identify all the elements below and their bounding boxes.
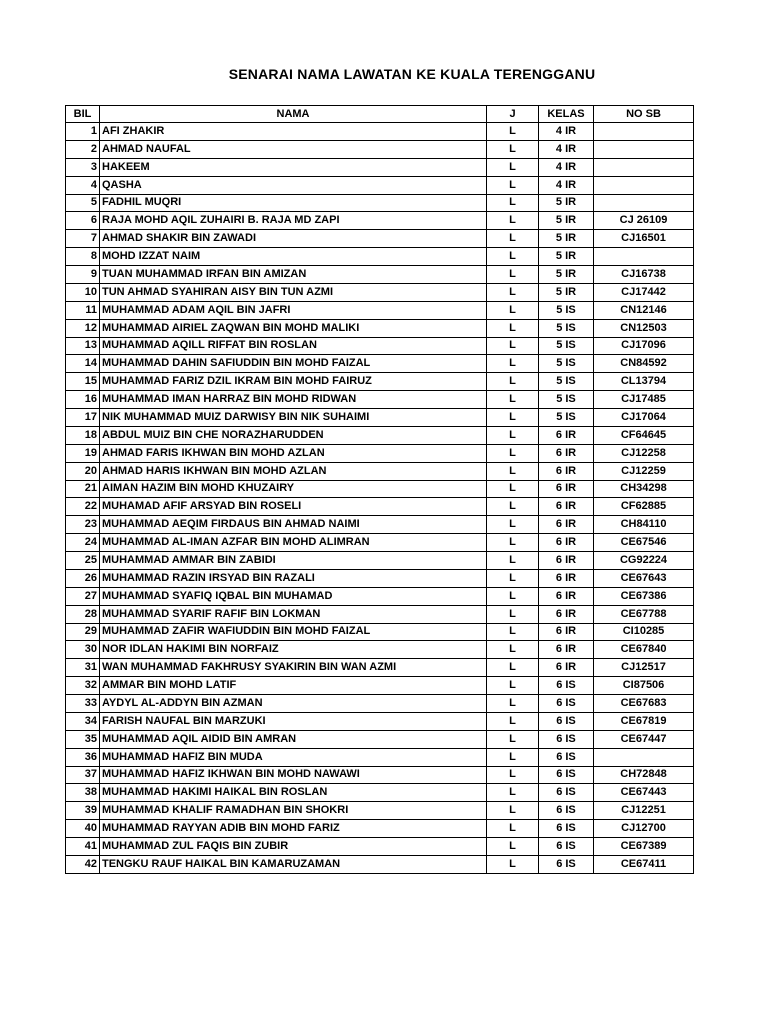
row-bil: 12 bbox=[66, 319, 100, 337]
row-bil: 32 bbox=[66, 677, 100, 695]
row-no-sb: CJ17485 bbox=[594, 391, 694, 409]
row-kelas: 5 IS bbox=[539, 319, 594, 337]
table-row bbox=[66, 677, 694, 695]
row-bil: 34 bbox=[66, 712, 100, 730]
row-bil: 41 bbox=[66, 838, 100, 856]
row-kelas: 5 IS bbox=[539, 355, 594, 373]
row-kelas: 5 IR bbox=[539, 212, 594, 230]
row-j: L bbox=[487, 230, 539, 248]
table-row bbox=[66, 712, 694, 730]
row-bil: 33 bbox=[66, 695, 100, 713]
row-kelas: 5 IR bbox=[539, 194, 594, 212]
row-no-sb: CI87506 bbox=[594, 677, 694, 695]
row-j: L bbox=[487, 802, 539, 820]
row-no-sb bbox=[594, 176, 694, 194]
row-kelas: 6 IR bbox=[539, 516, 594, 534]
row-nama: MUHAMMAD IMAN HARRAZ BIN MOHD RIDWAN bbox=[100, 391, 487, 409]
table-row bbox=[66, 838, 694, 856]
row-no-sb bbox=[594, 194, 694, 212]
row-j: L bbox=[487, 480, 539, 498]
row-no-sb: CH84110 bbox=[594, 516, 694, 534]
row-nama: MUHAMMAD SYAFIQ IQBAL BIN MUHAMAD bbox=[100, 587, 487, 605]
header-nama: NAMA bbox=[100, 106, 487, 123]
table-row bbox=[66, 230, 694, 248]
table-row bbox=[66, 748, 694, 766]
row-kelas: 5 IS bbox=[539, 301, 594, 319]
row-nama: AYDYL AL-ADDYN BIN AZMAN bbox=[100, 695, 487, 713]
row-bil: 16 bbox=[66, 391, 100, 409]
row-no-sb: CE67819 bbox=[594, 712, 694, 730]
row-no-sb: CH34298 bbox=[594, 480, 694, 498]
row-nama: RAJA MOHD AQIL ZUHAIRI B. RAJA MD ZAPI bbox=[100, 212, 487, 230]
row-bil: 23 bbox=[66, 516, 100, 534]
row-j: L bbox=[487, 355, 539, 373]
row-nama: MUHAMMAD ZUL FAQIS BIN ZUBIR bbox=[100, 838, 487, 856]
table-row bbox=[66, 587, 694, 605]
table-row bbox=[66, 337, 694, 355]
row-kelas: 4 IR bbox=[539, 123, 594, 141]
row-no-sb: CF64645 bbox=[594, 426, 694, 444]
table-body bbox=[66, 123, 694, 874]
row-j: L bbox=[487, 444, 539, 462]
row-kelas: 6 IS bbox=[539, 820, 594, 838]
page-title: SENARAI NAMA LAWATAN KE KUALA TERENGGANU bbox=[228, 66, 596, 82]
row-no-sb: CJ16501 bbox=[594, 230, 694, 248]
row-nama: HAKEEM bbox=[100, 158, 487, 176]
row-nama: MUHAMMAD ZAFIR WAFIUDDIN BIN MOHD FAIZAL bbox=[100, 623, 487, 641]
row-no-sb: CE67389 bbox=[594, 838, 694, 856]
row-no-sb bbox=[594, 158, 694, 176]
row-nama: FARISH NAUFAL BIN MARZUKI bbox=[100, 712, 487, 730]
row-nama: WAN MUHAMMAD FAKHRUSY SYAKIRIN BIN WAN AZMI bbox=[100, 659, 487, 677]
row-kelas: 6 IR bbox=[539, 498, 594, 516]
row-j: L bbox=[487, 838, 539, 856]
row-j: L bbox=[487, 391, 539, 409]
table-row bbox=[66, 784, 694, 802]
row-nama: NOR IDLAN HAKIMI BIN NORFAIZ bbox=[100, 641, 487, 659]
table-row bbox=[66, 516, 694, 534]
row-no-sb: CJ12517 bbox=[594, 659, 694, 677]
table-row bbox=[66, 480, 694, 498]
row-no-sb: CJ12258 bbox=[594, 444, 694, 462]
row-j: L bbox=[487, 605, 539, 623]
row-bil: 35 bbox=[66, 730, 100, 748]
row-no-sb: CJ17442 bbox=[594, 283, 694, 301]
table-row bbox=[66, 552, 694, 570]
row-kelas: 6 IS bbox=[539, 677, 594, 695]
row-nama: MUHAMMAD AL-IMAN AZFAR BIN MOHD ALIMRAN bbox=[100, 534, 487, 552]
row-nama: MUHAMMAD RAZIN IRSYAD BIN RAZALI bbox=[100, 569, 487, 587]
row-j: L bbox=[487, 820, 539, 838]
row-j: L bbox=[487, 462, 539, 480]
row-no-sb: CJ17096 bbox=[594, 337, 694, 355]
row-bil: 11 bbox=[66, 301, 100, 319]
row-j: L bbox=[487, 855, 539, 873]
row-no-sb: CE67546 bbox=[594, 534, 694, 552]
row-no-sb: CE67447 bbox=[594, 730, 694, 748]
row-bil: 27 bbox=[66, 587, 100, 605]
row-bil: 31 bbox=[66, 659, 100, 677]
row-bil: 20 bbox=[66, 462, 100, 480]
row-j: L bbox=[487, 534, 539, 552]
row-nama: TUN AHMAD SYAHIRAN AISY BIN TUN AZMI bbox=[100, 283, 487, 301]
row-bil: 14 bbox=[66, 355, 100, 373]
row-kelas: 6 IS bbox=[539, 730, 594, 748]
row-nama: TUAN MUHAMMAD IRFAN BIN AMIZAN bbox=[100, 266, 487, 284]
row-no-sb: CJ12700 bbox=[594, 820, 694, 838]
table-row bbox=[66, 176, 694, 194]
row-nama: MUHAMMAD KHALIF RAMADHAN BIN SHOKRI bbox=[100, 802, 487, 820]
row-nama: MUHAMMAD HAFIZ BIN MUDA bbox=[100, 748, 487, 766]
row-bil: 39 bbox=[66, 802, 100, 820]
row-kelas: 6 IS bbox=[539, 784, 594, 802]
table-row bbox=[66, 194, 694, 212]
row-kelas: 4 IR bbox=[539, 140, 594, 158]
row-no-sb: CG92224 bbox=[594, 552, 694, 570]
row-bil: 25 bbox=[66, 552, 100, 570]
row-bil: 28 bbox=[66, 605, 100, 623]
table-row bbox=[66, 266, 694, 284]
table-row bbox=[66, 409, 694, 427]
row-nama: MUHAMMAD AMMAR BIN ZABIDI bbox=[100, 552, 487, 570]
row-no-sb: CN84592 bbox=[594, 355, 694, 373]
row-j: L bbox=[487, 748, 539, 766]
row-bil: 2 bbox=[66, 140, 100, 158]
row-bil: 36 bbox=[66, 748, 100, 766]
row-kelas: 6 IS bbox=[539, 802, 594, 820]
row-kelas: 6 IS bbox=[539, 766, 594, 784]
table-row bbox=[66, 695, 694, 713]
row-bil: 19 bbox=[66, 444, 100, 462]
row-no-sb: CE67683 bbox=[594, 695, 694, 713]
row-bil: 3 bbox=[66, 158, 100, 176]
row-bil: 26 bbox=[66, 569, 100, 587]
table-row bbox=[66, 319, 694, 337]
row-nama: MUHAMMAD SYARIF RAFIF BIN LOKMAN bbox=[100, 605, 487, 623]
row-j: L bbox=[487, 426, 539, 444]
header-kelas: KELAS bbox=[539, 106, 594, 123]
table-row bbox=[66, 534, 694, 552]
table-row bbox=[66, 802, 694, 820]
row-nama: FADHIL MUQRI bbox=[100, 194, 487, 212]
row-nama: MUHAMMAD AIRIEL ZAQWAN BIN MOHD MALIKI bbox=[100, 319, 487, 337]
row-nama: MUHAMMAD AEQIM FIRDAUS BIN AHMAD NAIMI bbox=[100, 516, 487, 534]
header-j: J bbox=[487, 106, 539, 123]
row-bil: 6 bbox=[66, 212, 100, 230]
table-header-row bbox=[66, 106, 694, 123]
row-bil: 9 bbox=[66, 266, 100, 284]
table-row bbox=[66, 140, 694, 158]
row-no-sb: CJ12251 bbox=[594, 802, 694, 820]
row-no-sb: CJ17064 bbox=[594, 409, 694, 427]
row-j: L bbox=[487, 212, 539, 230]
row-no-sb: CN12146 bbox=[594, 301, 694, 319]
row-bil: 29 bbox=[66, 623, 100, 641]
row-kelas: 6 IS bbox=[539, 838, 594, 856]
row-no-sb: CF62885 bbox=[594, 498, 694, 516]
row-no-sb: CE67840 bbox=[594, 641, 694, 659]
row-no-sb: CE67386 bbox=[594, 587, 694, 605]
row-kelas: 6 IR bbox=[539, 569, 594, 587]
row-j: L bbox=[487, 283, 539, 301]
row-nama: AHMAD SHAKIR BIN ZAWADI bbox=[100, 230, 487, 248]
row-no-sb: CE67443 bbox=[594, 784, 694, 802]
row-no-sb: CJ16738 bbox=[594, 266, 694, 284]
row-j: L bbox=[487, 641, 539, 659]
row-no-sb bbox=[594, 748, 694, 766]
table-row bbox=[66, 462, 694, 480]
row-kelas: 6 IR bbox=[539, 641, 594, 659]
row-nama: MUHAMMAD AQILL RIFFAT BIN ROSLAN bbox=[100, 337, 487, 355]
row-nama: MUHAMMAD FARIZ DZIL IKRAM BIN MOHD FAIRUZ bbox=[100, 373, 487, 391]
row-kelas: 6 IR bbox=[539, 462, 594, 480]
row-nama: QASHA bbox=[100, 176, 487, 194]
row-bil: 1 bbox=[66, 123, 100, 141]
row-bil: 18 bbox=[66, 426, 100, 444]
table-row bbox=[66, 623, 694, 641]
row-j: L bbox=[487, 569, 539, 587]
row-j: L bbox=[487, 730, 539, 748]
row-bil: 24 bbox=[66, 534, 100, 552]
row-j: L bbox=[487, 766, 539, 784]
row-bil: 15 bbox=[66, 373, 100, 391]
table-row bbox=[66, 248, 694, 266]
table-row bbox=[66, 569, 694, 587]
row-j: L bbox=[487, 516, 539, 534]
row-kelas: 6 IR bbox=[539, 552, 594, 570]
row-bil: 21 bbox=[66, 480, 100, 498]
row-nama: AIMAN HAZIM BIN MOHD KHUZAIRY bbox=[100, 480, 487, 498]
row-bil: 17 bbox=[66, 409, 100, 427]
row-bil: 30 bbox=[66, 641, 100, 659]
row-nama: MUHAMAD AFIF ARSYAD BIN ROSELI bbox=[100, 498, 487, 516]
row-j: L bbox=[487, 623, 539, 641]
header-no-sb: NO SB bbox=[594, 106, 694, 123]
row-j: L bbox=[487, 337, 539, 355]
row-j: L bbox=[487, 784, 539, 802]
table-row bbox=[66, 730, 694, 748]
table-row bbox=[66, 444, 694, 462]
row-j: L bbox=[487, 409, 539, 427]
table-row bbox=[66, 641, 694, 659]
row-j: L bbox=[487, 301, 539, 319]
row-nama: MUHAMMAD HAFIZ IKHWAN BIN MOHD NAWAWI bbox=[100, 766, 487, 784]
row-j: L bbox=[487, 319, 539, 337]
row-j: L bbox=[487, 373, 539, 391]
row-no-sb: CE67643 bbox=[594, 569, 694, 587]
row-kelas: 5 IR bbox=[539, 266, 594, 284]
row-no-sb: CH72848 bbox=[594, 766, 694, 784]
row-no-sb bbox=[594, 140, 694, 158]
table-row bbox=[66, 498, 694, 516]
row-j: L bbox=[487, 266, 539, 284]
row-bil: 8 bbox=[66, 248, 100, 266]
table-row bbox=[66, 766, 694, 784]
table-row bbox=[66, 283, 694, 301]
header-bil: BIL bbox=[66, 106, 100, 123]
table-row bbox=[66, 212, 694, 230]
row-j: L bbox=[487, 158, 539, 176]
row-j: L bbox=[487, 587, 539, 605]
row-kelas: 6 IS bbox=[539, 695, 594, 713]
row-no-sb bbox=[594, 123, 694, 141]
row-no-sb: CE67411 bbox=[594, 855, 694, 873]
table-row bbox=[66, 158, 694, 176]
row-kelas: 6 IS bbox=[539, 855, 594, 873]
row-nama: MUHAMMAD AQIL AIDID BIN AMRAN bbox=[100, 730, 487, 748]
row-no-sb: CE67788 bbox=[594, 605, 694, 623]
row-nama: AHMAD FARIS IKHWAN BIN MOHD AZLAN bbox=[100, 444, 487, 462]
row-kelas: 6 IR bbox=[539, 426, 594, 444]
row-bil: 37 bbox=[66, 766, 100, 784]
row-kelas: 6 IR bbox=[539, 623, 594, 641]
row-kelas: 5 IS bbox=[539, 373, 594, 391]
row-kelas: 5 IR bbox=[539, 248, 594, 266]
row-kelas: 5 IR bbox=[539, 283, 594, 301]
row-kelas: 6 IR bbox=[539, 659, 594, 677]
table-row bbox=[66, 659, 694, 677]
row-j: L bbox=[487, 194, 539, 212]
row-kelas: 5 IS bbox=[539, 391, 594, 409]
row-kelas: 6 IR bbox=[539, 534, 594, 552]
row-kelas: 6 IS bbox=[539, 712, 594, 730]
row-kelas: 6 IR bbox=[539, 480, 594, 498]
row-no-sb: CL13794 bbox=[594, 373, 694, 391]
row-nama: AMMAR BIN MOHD LATIF bbox=[100, 677, 487, 695]
row-bil: 10 bbox=[66, 283, 100, 301]
table-row bbox=[66, 605, 694, 623]
row-bil: 22 bbox=[66, 498, 100, 516]
row-nama: MUHAMMAD ADAM AQIL BIN JAFRI bbox=[100, 301, 487, 319]
row-bil: 5 bbox=[66, 194, 100, 212]
row-bil: 13 bbox=[66, 337, 100, 355]
row-nama: ABDUL MUIZ BIN CHE NORAZHARUDDEN bbox=[100, 426, 487, 444]
row-nama: NIK MUHAMMAD MUIZ DARWISY BIN NIK SUHAIMI bbox=[100, 409, 487, 427]
row-j: L bbox=[487, 659, 539, 677]
table-row bbox=[66, 391, 694, 409]
row-j: L bbox=[487, 552, 539, 570]
row-no-sb: CN12503 bbox=[594, 319, 694, 337]
table-row bbox=[66, 373, 694, 391]
row-j: L bbox=[487, 712, 539, 730]
row-nama: MUHAMMAD HAKIMI HAIKAL BIN ROSLAN bbox=[100, 784, 487, 802]
table-row bbox=[66, 820, 694, 838]
row-kelas: 4 IR bbox=[539, 158, 594, 176]
row-kelas: 5 IR bbox=[539, 230, 594, 248]
row-j: L bbox=[487, 498, 539, 516]
student-list-table bbox=[65, 105, 694, 874]
row-nama: AFI ZHAKIR bbox=[100, 123, 487, 141]
row-nama: MUHAMMAD RAYYAN ADIB BIN MOHD FARIZ bbox=[100, 820, 487, 838]
table-row bbox=[66, 123, 694, 141]
row-j: L bbox=[487, 695, 539, 713]
table-row bbox=[66, 355, 694, 373]
row-kelas: 6 IR bbox=[539, 587, 594, 605]
table-row bbox=[66, 426, 694, 444]
row-kelas: 4 IR bbox=[539, 176, 594, 194]
row-nama: AHMAD HARIS IKHWAN BIN MOHD AZLAN bbox=[100, 462, 487, 480]
row-j: L bbox=[487, 248, 539, 266]
table-row bbox=[66, 855, 694, 873]
row-bil: 7 bbox=[66, 230, 100, 248]
row-kelas: 6 IR bbox=[539, 444, 594, 462]
row-j: L bbox=[487, 677, 539, 695]
row-j: L bbox=[487, 123, 539, 141]
row-bil: 4 bbox=[66, 176, 100, 194]
table-row bbox=[66, 301, 694, 319]
row-no-sb: CJ12259 bbox=[594, 462, 694, 480]
row-j: L bbox=[487, 140, 539, 158]
row-no-sb: CI10285 bbox=[594, 623, 694, 641]
row-bil: 42 bbox=[66, 855, 100, 873]
row-nama: AHMAD NAUFAL bbox=[100, 140, 487, 158]
row-bil: 40 bbox=[66, 820, 100, 838]
row-no-sb: CJ 26109 bbox=[594, 212, 694, 230]
row-kelas: 6 IS bbox=[539, 748, 594, 766]
row-no-sb bbox=[594, 248, 694, 266]
row-kelas: 6 IR bbox=[539, 605, 594, 623]
row-nama: TENGKU RAUF HAIKAL BIN KAMARUZAMAN bbox=[100, 855, 487, 873]
row-nama: MOHD IZZAT NAIM bbox=[100, 248, 487, 266]
row-j: L bbox=[487, 176, 539, 194]
row-nama: MUHAMMAD DAHIN SAFIUDDIN BIN MOHD FAIZAL bbox=[100, 355, 487, 373]
row-bil: 38 bbox=[66, 784, 100, 802]
row-kelas: 5 IS bbox=[539, 337, 594, 355]
row-kelas: 5 IS bbox=[539, 409, 594, 427]
